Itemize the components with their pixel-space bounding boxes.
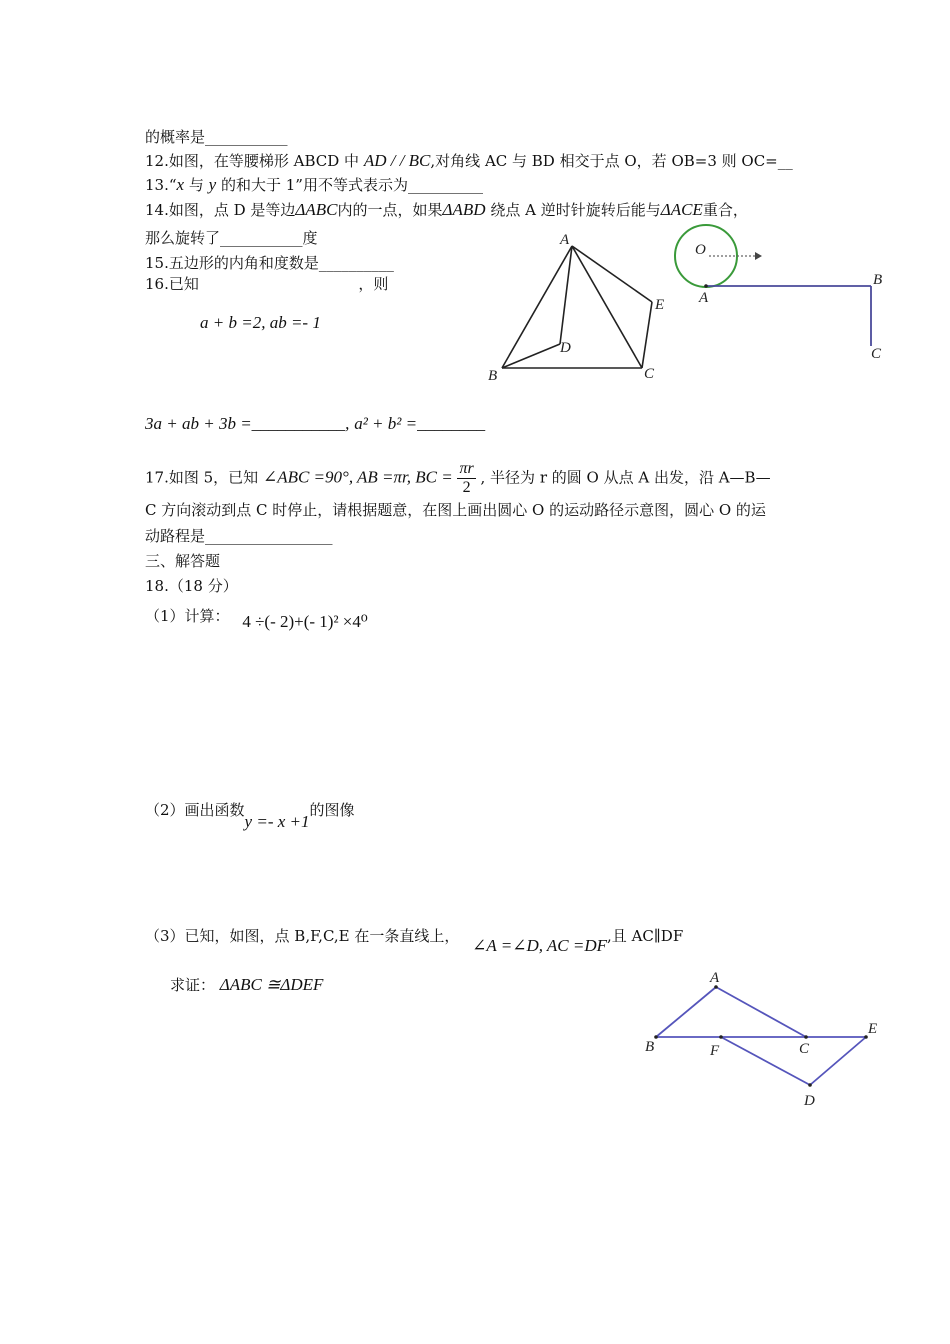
point-c xyxy=(804,1035,808,1039)
text: 的图像 xyxy=(309,801,355,819)
seg-bd xyxy=(502,344,560,368)
point-f xyxy=(719,1035,723,1039)
fraction xyxy=(457,460,475,497)
point-a xyxy=(704,284,708,288)
label-b: B xyxy=(488,368,498,384)
text: ,且 AC∥DF xyxy=(607,927,684,945)
text: 的概率是___________ xyxy=(145,128,288,146)
label-d: D xyxy=(560,340,571,356)
seg-ac xyxy=(716,987,806,1037)
label-e: E xyxy=(655,297,665,313)
text: 与 xyxy=(188,176,204,194)
seg-ad xyxy=(560,246,572,344)
math: ΔACE xyxy=(660,200,703,219)
label-o: O xyxy=(695,242,706,258)
math: y =- x +1 xyxy=(244,812,310,831)
q16-condition: a + b =2, ab =- 1 xyxy=(200,313,321,332)
line-q18-2 xyxy=(145,800,355,831)
circle-o xyxy=(675,225,737,287)
text: , 半径为 r 的圆 O 从点 A 出发，沿 A—B— xyxy=(480,468,771,487)
math: ∠ABC =90°, AB =πr, BC = xyxy=(262,467,453,487)
math: ΔABC ≅ΔDEF xyxy=(219,975,324,994)
math: x xyxy=(176,175,185,194)
text: 内的一点，如果 xyxy=(337,201,443,219)
denominator: 2 xyxy=(462,479,471,496)
text: ，则 xyxy=(358,275,389,293)
figure-rolling-circle xyxy=(665,218,905,368)
math: ΔABC xyxy=(295,200,338,219)
text: ,对角线 AC 与 BD 相交于点 O，若 OB=3 则 OC=__ xyxy=(430,152,793,170)
line-q13 xyxy=(145,175,483,195)
text: 12.如图，在等腰梯形 ABCD 中 xyxy=(145,152,360,170)
line-q15 xyxy=(145,253,394,273)
line-q17 xyxy=(145,460,771,497)
line-q12 xyxy=(145,151,793,171)
text: 13.“ xyxy=(145,176,177,194)
line-q18 xyxy=(145,576,238,596)
label-b: B xyxy=(645,1039,655,1055)
seg-fd xyxy=(721,1037,810,1085)
text: 动路程是_________________ xyxy=(145,527,333,545)
label-a: A xyxy=(560,232,570,248)
label-d: D xyxy=(804,1093,815,1109)
text: 17.如图 5，已知 xyxy=(145,468,259,487)
arrow-head-icon xyxy=(755,252,762,260)
text: （1）计算： xyxy=(145,607,230,625)
seg-ae xyxy=(572,246,652,302)
text: 重合， xyxy=(702,201,748,219)
line-q18-3-prove xyxy=(170,975,323,995)
text: 18.（18 分） xyxy=(145,577,238,595)
line-q14 xyxy=(145,200,748,220)
line-q17-2 xyxy=(145,500,766,520)
label-a: A xyxy=(710,970,720,986)
math: AD / / BC xyxy=(363,151,431,170)
line-q14-2 xyxy=(145,228,318,248)
text: 绕点 A 逆时针旋转后能与 xyxy=(490,201,661,219)
label-c: C xyxy=(644,366,655,382)
text: 的和大于 1”用不等式表示为__________ xyxy=(220,176,483,194)
line-q11-end xyxy=(145,127,288,147)
line-q18-1 xyxy=(145,606,368,631)
seg-ac xyxy=(572,246,642,368)
label-c: C xyxy=(799,1041,810,1057)
numerator: πr xyxy=(459,460,474,477)
point-d xyxy=(808,1083,812,1087)
label-a: A xyxy=(699,290,709,306)
seg-ab xyxy=(656,987,716,1037)
math: y xyxy=(208,175,217,194)
seg-de xyxy=(810,1037,866,1085)
label-e: E xyxy=(868,1021,878,1037)
text: 15.五边形的内角和度数是__________ xyxy=(145,254,394,272)
text: 三、解答题 xyxy=(145,552,221,570)
math: a² + b² =________ xyxy=(354,414,486,433)
label-b: B xyxy=(873,272,883,288)
label-f: F xyxy=(710,1043,720,1059)
math: 4 ÷(- 2)+(- 1)² ×4⁰ xyxy=(242,612,368,631)
section-title xyxy=(145,551,220,571)
math: 3a + ab + 3b =___________, xyxy=(145,414,350,433)
line-q16 xyxy=(145,274,388,294)
seg-ce xyxy=(642,302,652,368)
line-q17-3 xyxy=(145,526,333,546)
figure-congruent-triangles xyxy=(640,965,890,1110)
label-c: C xyxy=(871,346,882,362)
text: （2）画出函数 xyxy=(145,801,245,819)
text: 求证： xyxy=(170,976,216,994)
text: 14.如图，点 D 是等边 xyxy=(145,201,296,219)
text: C 方向滚动到点 C 时停止，请根据题意，在图上画出圆心 O 的运动路径示意图，圆心 O 的运 xyxy=(145,501,766,519)
line-q16-answers xyxy=(145,414,485,434)
text: （3）已知，如图，点 B,F,C,E 在一条直线上， xyxy=(145,927,460,945)
text: 16.已知 xyxy=(145,275,199,293)
point-b xyxy=(654,1035,658,1039)
math: ΔABD xyxy=(442,200,486,219)
line-q18-3 xyxy=(145,926,684,955)
math: ∠A =∠D, AC =DF xyxy=(472,936,608,955)
figure-triangle-rotation xyxy=(480,230,680,390)
text: 那么旋转了___________度 xyxy=(145,229,318,247)
